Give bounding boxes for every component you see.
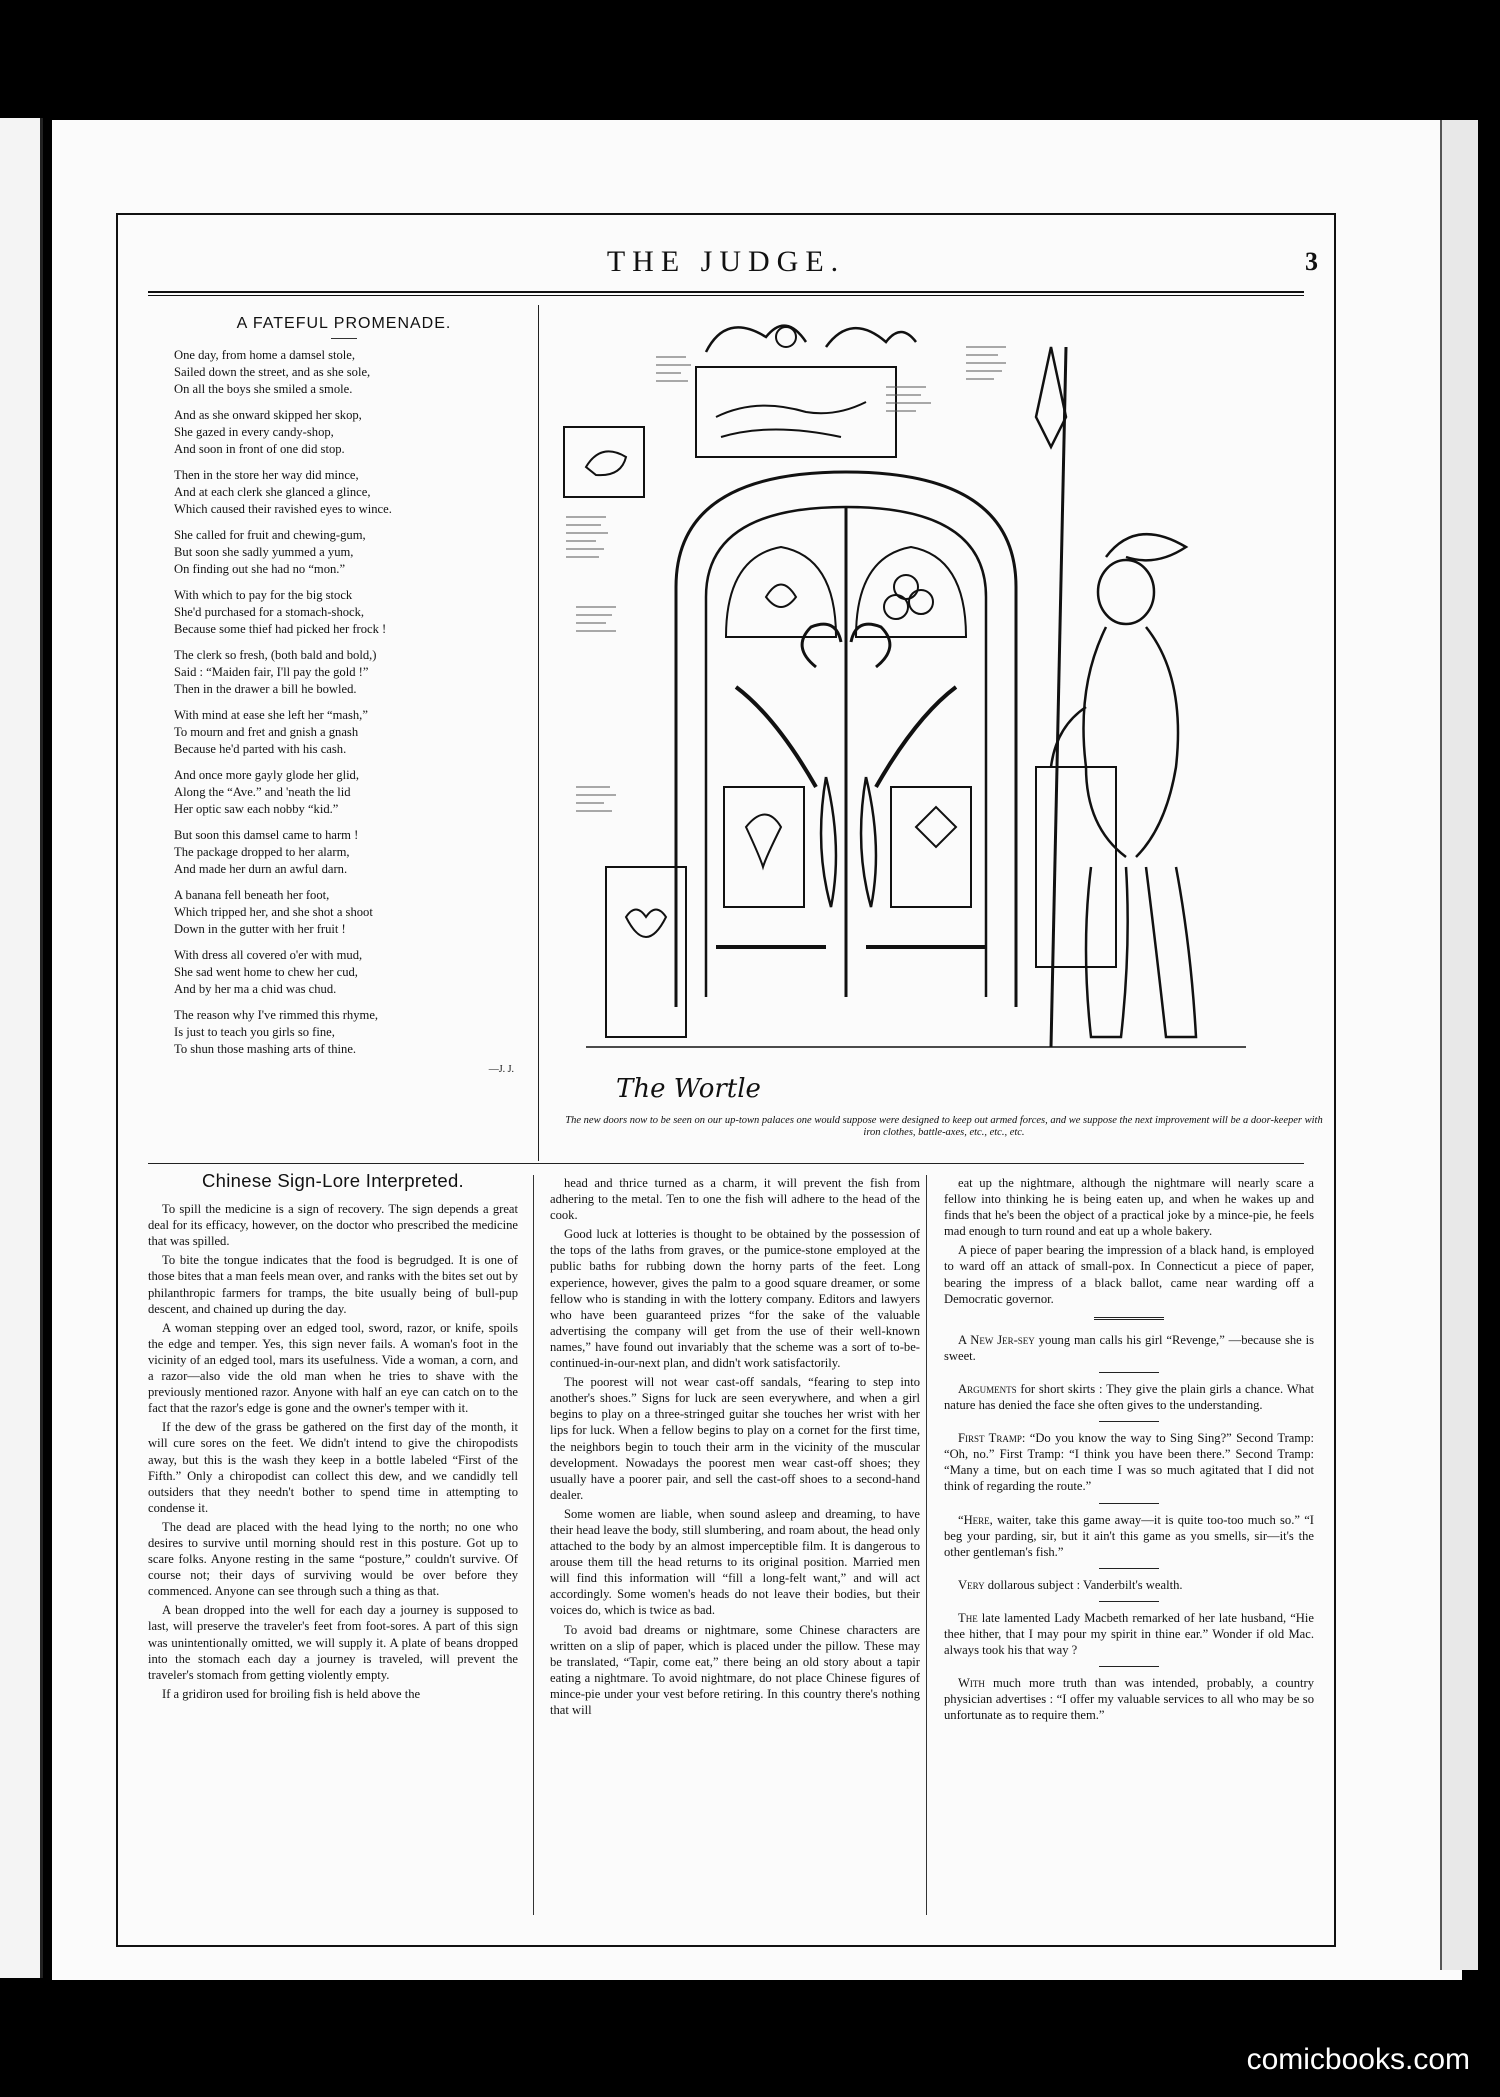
poem-stanza bbox=[174, 1007, 514, 1058]
poem bbox=[174, 315, 514, 1078]
poem-title: A FATEFUL PROMENADE. bbox=[236, 315, 452, 332]
poem-line: She gazed in every candy-shop, bbox=[174, 425, 334, 439]
squib-text: waiter, take this game away—it is quite too-too much so.” “I beg your parding, sir, but it ain't this game as you smells, sir—it's the other gentleman's fish.” bbox=[944, 1512, 1314, 1559]
paragraph: A bean dropped into the well for each day a journey is supposed to last, will preserve the traveler's feet from foot-sores. A part of this sign was unintentionally omitted, we will supply it. A plate of beans dropped into the stomach each day a journey is traveled, will prevent the traveler's stomach from getting violently empty. bbox=[148, 1603, 518, 1682]
paragraph: If a gridiron used for broiling fish is held above the bbox=[162, 1686, 421, 1701]
paragraph: To spill the medicine is a sign of recovery. The sign depends a great deal for its efficacy, however, on the doctor who prescribed the medicine that was spilled. bbox=[148, 1202, 518, 1249]
poem-line: A banana fell beneath her foot, bbox=[174, 888, 330, 902]
poem-line: Then in the drawer a bill he bowled. bbox=[174, 682, 357, 696]
upper-lower-divider bbox=[148, 1163, 1304, 1164]
poem-line: With dress all covered o'er with mud, bbox=[174, 948, 363, 962]
fortified-door-drawing bbox=[546, 307, 1346, 1107]
squib-lead: First Tramp bbox=[958, 1431, 1022, 1446]
squib bbox=[944, 1577, 1314, 1593]
illustration-caption: The new doors now to be seen on our up-town palaces one would suppose were designed to keep out armed forces, and we suppose the next improvement will be a door-keeper with iron clothes, battle-axes, etc., etc., etc. bbox=[565, 1115, 1323, 1138]
poem-line: On finding out she had no “mon.” bbox=[174, 562, 346, 576]
poem-stanza bbox=[174, 647, 514, 698]
squib bbox=[944, 1675, 1314, 1723]
squib-text: : “Do you know the way to Sing Sing?” Second Tramp: “Oh, no.” First Tramp: “I think you have been there.” Second Tramp: “Many a time, but on each time I was so much agitated that I did not think of regarding the route.” bbox=[944, 1431, 1314, 1494]
squib bbox=[944, 1332, 1314, 1364]
poem-stanza bbox=[174, 827, 514, 878]
poem-stanza bbox=[174, 467, 514, 518]
squibs bbox=[944, 1332, 1314, 1724]
poem-line: But soon this damsel came to harm ! bbox=[174, 828, 359, 842]
poem-title-rule bbox=[331, 338, 357, 339]
poem-line: Along the “Ave.” and 'neath the lid bbox=[174, 785, 351, 799]
poem-line: And at each clerk she glanced a glince, bbox=[174, 485, 371, 499]
poem-stanza bbox=[174, 767, 514, 818]
squib-divider bbox=[1099, 1421, 1159, 1422]
paragraph: The dead are placed with the head lying to the north; no one who desires to survive until morning should rest in this posture. Got up to scare folks. Anyone resting in the same “posture,” couldn't survive. Of course not; their days of surviving would be over before they commenced. Anyone can see through such a thing as that. bbox=[148, 1519, 518, 1599]
poem-line: And soon in front of one did stop. bbox=[174, 442, 345, 456]
poem-stanza bbox=[174, 587, 514, 638]
paragraph: Good luck at lotteries is thought to be obtained by the possession of the tops of the laths from graves, or the pumice-stone employed at the public baths for rubbing down the horny parts of the feet. Long experience, however, gives the palm to a good square dreamer, or some fellow who is standing in with the lottery company. Editors and lawyers who have been guaranteed prizes “for the sake of the valuable advertising the company will get from the use of their well-known names,” have found out invariably that the scheme was a sort of to-be-continued-in-our-next plan, and didn't work satisfactorily. bbox=[550, 1227, 920, 1371]
poem-line: Then in the store her way did mince, bbox=[174, 468, 359, 482]
poem-line: And as she onward skipped her skop, bbox=[174, 408, 362, 422]
squib-text: for short skirts : They give the plain girls a chance. What nature has denied the face she often gives to the understanding. bbox=[944, 1381, 1314, 1413]
poem-line: Which tripped her, and she shot a shoot bbox=[174, 905, 373, 919]
squib-lead: A New Jer-sey bbox=[958, 1332, 1035, 1347]
poem-line: Because he'd parted with his cash. bbox=[174, 742, 347, 756]
masthead-title: THE JUDGE. bbox=[606, 245, 846, 278]
squib bbox=[944, 1512, 1314, 1560]
paragraph: The poorest will not wear cast-off sandals, “fearing to step into another's shoes.” Signs for luck are seen everywhere, and when a girl begins to play on a three-stringed guitar she touches her wrist with her lips for luck. When a fellow begins to play on a cornet for the first time, the neighbors begin to touch their arm in the vicinity of the muscular development. Nowadays the poorest men wear cast-off shoes; they usually have a poorer pair, and sell the cast-off shoes to a second-hand dealer. bbox=[550, 1375, 920, 1502]
cartoon-illustration bbox=[546, 307, 1346, 1147]
poem-line: The clerk so fresh, (both bald and bold,) bbox=[174, 648, 377, 662]
poem-line: Because some thief had picked her frock ! bbox=[174, 622, 387, 636]
watermark: comicbooks.com bbox=[1246, 2043, 1470, 2076]
squib-lead: Very bbox=[958, 1577, 985, 1592]
poem-line: With mind at ease she left her “mash,” bbox=[174, 708, 368, 722]
poem-stanza bbox=[174, 407, 514, 458]
squib-lead: Arguments bbox=[958, 1381, 1017, 1396]
squib-lead: With bbox=[958, 1676, 985, 1691]
poem-line: And once more gayly glode her glid, bbox=[174, 768, 360, 782]
poem-stanzas bbox=[174, 347, 514, 1058]
poem-line: With which to pay for the big stock bbox=[174, 588, 353, 602]
poem-line: Sailed down the street, and as she sole, bbox=[174, 365, 371, 379]
paragraph: To avoid bad dreams or nightmare, some Chinese characters are written on a slip of paper, which is placed under the pillow. These may be translated, “Tapir, come eat,” there being an old story about a tapir eating a nightmare. To avoid nightmare, do not place Chinese figures of mince-pie under your vest before retiring. In this country there's nothing that will bbox=[550, 1622, 920, 1717]
poem-line: She called for fruit and chewing-gum, bbox=[174, 528, 366, 542]
stone-pillar bbox=[1036, 767, 1116, 967]
poem-stanza bbox=[174, 887, 514, 938]
page-frame bbox=[116, 213, 1336, 1947]
poem-line: To shun those mashing arts of thine. bbox=[174, 1042, 357, 1056]
column-rule-2 bbox=[926, 1175, 927, 1915]
poem-line: The package dropped to her alarm, bbox=[174, 845, 350, 859]
poem-line: And made her durn an awful darn. bbox=[174, 862, 348, 876]
page-number: 3 bbox=[1305, 247, 1318, 276]
poem-line: Down in the gutter with her fruit ! bbox=[174, 922, 346, 936]
artist-signature: The Wortle bbox=[616, 1074, 761, 1104]
column-1-paragraphs bbox=[148, 1201, 518, 1702]
poem-illustration-divider bbox=[538, 305, 539, 1161]
squib bbox=[944, 1430, 1314, 1494]
poem-line: She'd purchased for a stomach-shock, bbox=[174, 605, 365, 619]
book-page-edges bbox=[1440, 120, 1478, 1970]
paragraph: To bite the tongue indicates that the food is begrudged. It is one of those bites that a man feels mean over, and ranks with the bites set out by philanthropic farmers for tramps, the bite usually being of bull-pup descent, and chained up during the day. bbox=[148, 1253, 518, 1316]
paragraph: head and thrice turned as a charm, it will prevent the fish from adhering to the metal. Ten to one the fish will adhere to the head of the cook. bbox=[550, 1176, 920, 1223]
diamond-panel bbox=[916, 807, 956, 847]
facing-page-edge bbox=[0, 118, 43, 1978]
squib-divider bbox=[1099, 1666, 1159, 1667]
column-3-paragraphs bbox=[944, 1175, 1314, 1307]
poem-line: She sad went home to chew her cud, bbox=[174, 965, 358, 979]
squib-text: young man calls his girl “Revenge,” —because she is sweet. bbox=[944, 1332, 1314, 1363]
poem-line: To mourn and fret and gnish a gnash bbox=[174, 725, 359, 739]
squib-text: much more truth than was intended, probably, a country physician advertises : “I offer my valuable services to all who may be so unfortunate as to require them.” bbox=[944, 1676, 1314, 1723]
double-rule bbox=[1094, 1317, 1164, 1320]
masthead-rule-thin bbox=[148, 295, 1304, 296]
squib-divider bbox=[1099, 1601, 1159, 1602]
poem-line: One day, from home a damsel stole, bbox=[174, 348, 356, 362]
paragraph: Some women are liable, when sound asleep and dreaming, to have their head leave the body, still slumbering, and roam about, the head only attached to the body by an almost imperceptible film. It is dangerous to arouse them till the head returns to its original position. Married men will find this information will “fill a long-felt want,” and will act accordingly. Some women's heads do not leave their bodies, but their voices do, which is twice as bad. bbox=[550, 1506, 920, 1618]
squib-text: late lamented Lady Macbeth remarked of her late husband, “Hie thee hither, that I may pour my spirit in thine ear.” Wonder if old Mac. always took his that way ? bbox=[944, 1610, 1314, 1658]
paragraph: eat up the nightmare, although the nightmare will nearly scare a fellow into thinking he is being eaten up, and when he wakes up and finds that he's been the object of a practical joke by a mince-pie, he feels mad enough to turn round and eat up a whole bakery. bbox=[944, 1176, 1314, 1239]
article-title: Chinese Sign-Lore Interpreted. bbox=[202, 1170, 464, 1191]
heart-panel bbox=[746, 815, 781, 868]
poem-stanza bbox=[174, 707, 514, 758]
squib bbox=[944, 1610, 1314, 1658]
squib-lead: The bbox=[958, 1610, 978, 1625]
squib-divider bbox=[1099, 1568, 1159, 1569]
column-2-paragraphs bbox=[550, 1175, 920, 1718]
squib-lead: “Here, bbox=[958, 1512, 993, 1527]
squib bbox=[944, 1381, 1314, 1413]
squib-divider bbox=[1099, 1372, 1159, 1373]
squib-text: dollarous subject : Vanderbilt's wealth. bbox=[984, 1577, 1183, 1592]
poem-line: But soon she sadly yummed a yum, bbox=[174, 545, 354, 559]
poem-line: Which caused their ravished eyes to wince. bbox=[174, 502, 392, 516]
poem-line: On all the boys she smiled a smole. bbox=[174, 382, 353, 396]
paragraph: A piece of paper bearing the impression of a black hand, is employed to ward off an attack of small-pox. In Connecticut a piece of paper, bearing the impress of a black ballot, came near warding off a Democratic governor. bbox=[944, 1243, 1314, 1306]
poem-line: The reason why I've rimmed this rhyme, bbox=[174, 1008, 379, 1022]
article-column-1 bbox=[148, 1170, 518, 1705]
stone-pedestal bbox=[606, 867, 686, 1037]
squib-divider bbox=[1099, 1503, 1159, 1504]
halberd bbox=[1051, 347, 1066, 1047]
poem-stanza bbox=[174, 527, 514, 578]
poem-stanza bbox=[174, 947, 514, 998]
poem-line: Is just to teach you girls so fine, bbox=[174, 1025, 335, 1039]
paragraph: A woman stepping over an edged tool, sword, razor, or knife, spoils the edge and temper. Yes, this sign never fails. A woman's foot in the vicinity of an edged tool, mars its usefulness. Vide a woman, a corn, and a razor—also vide the old man when he tries to shave with the previously mentioned razor. Anyone with half an eye can catch on to the fact that the razor's edge is gone and the owner's temper with it. bbox=[148, 1320, 518, 1416]
article-column-3 bbox=[944, 1175, 1314, 1726]
poem-signature: —J. J. bbox=[488, 1064, 514, 1075]
masthead-rule bbox=[148, 291, 1304, 293]
poem-line: And by her ma a chid was chud. bbox=[174, 982, 337, 996]
poem-stanza bbox=[174, 347, 514, 398]
column-rule-1 bbox=[533, 1175, 534, 1915]
poster-left bbox=[564, 427, 644, 497]
article-column-2 bbox=[550, 1175, 920, 1721]
poem-line: Said : “Maiden fair, I'll pay the gold !” bbox=[174, 665, 369, 679]
paragraph: If the dew of the grass be gathered on the first day of the month, it will cure sores on the feet. We didn't intend to give the chiropodists away, but this is the wash they keep in a bottle labeled “First of the Fifth.” Only a chiropodist can collect this dew, and we candidly tell outsiders that they needn't bother to spend time in attempting to condense it. bbox=[148, 1420, 518, 1515]
poem-line: Her optic saw each nobby “kid.” bbox=[174, 802, 339, 816]
